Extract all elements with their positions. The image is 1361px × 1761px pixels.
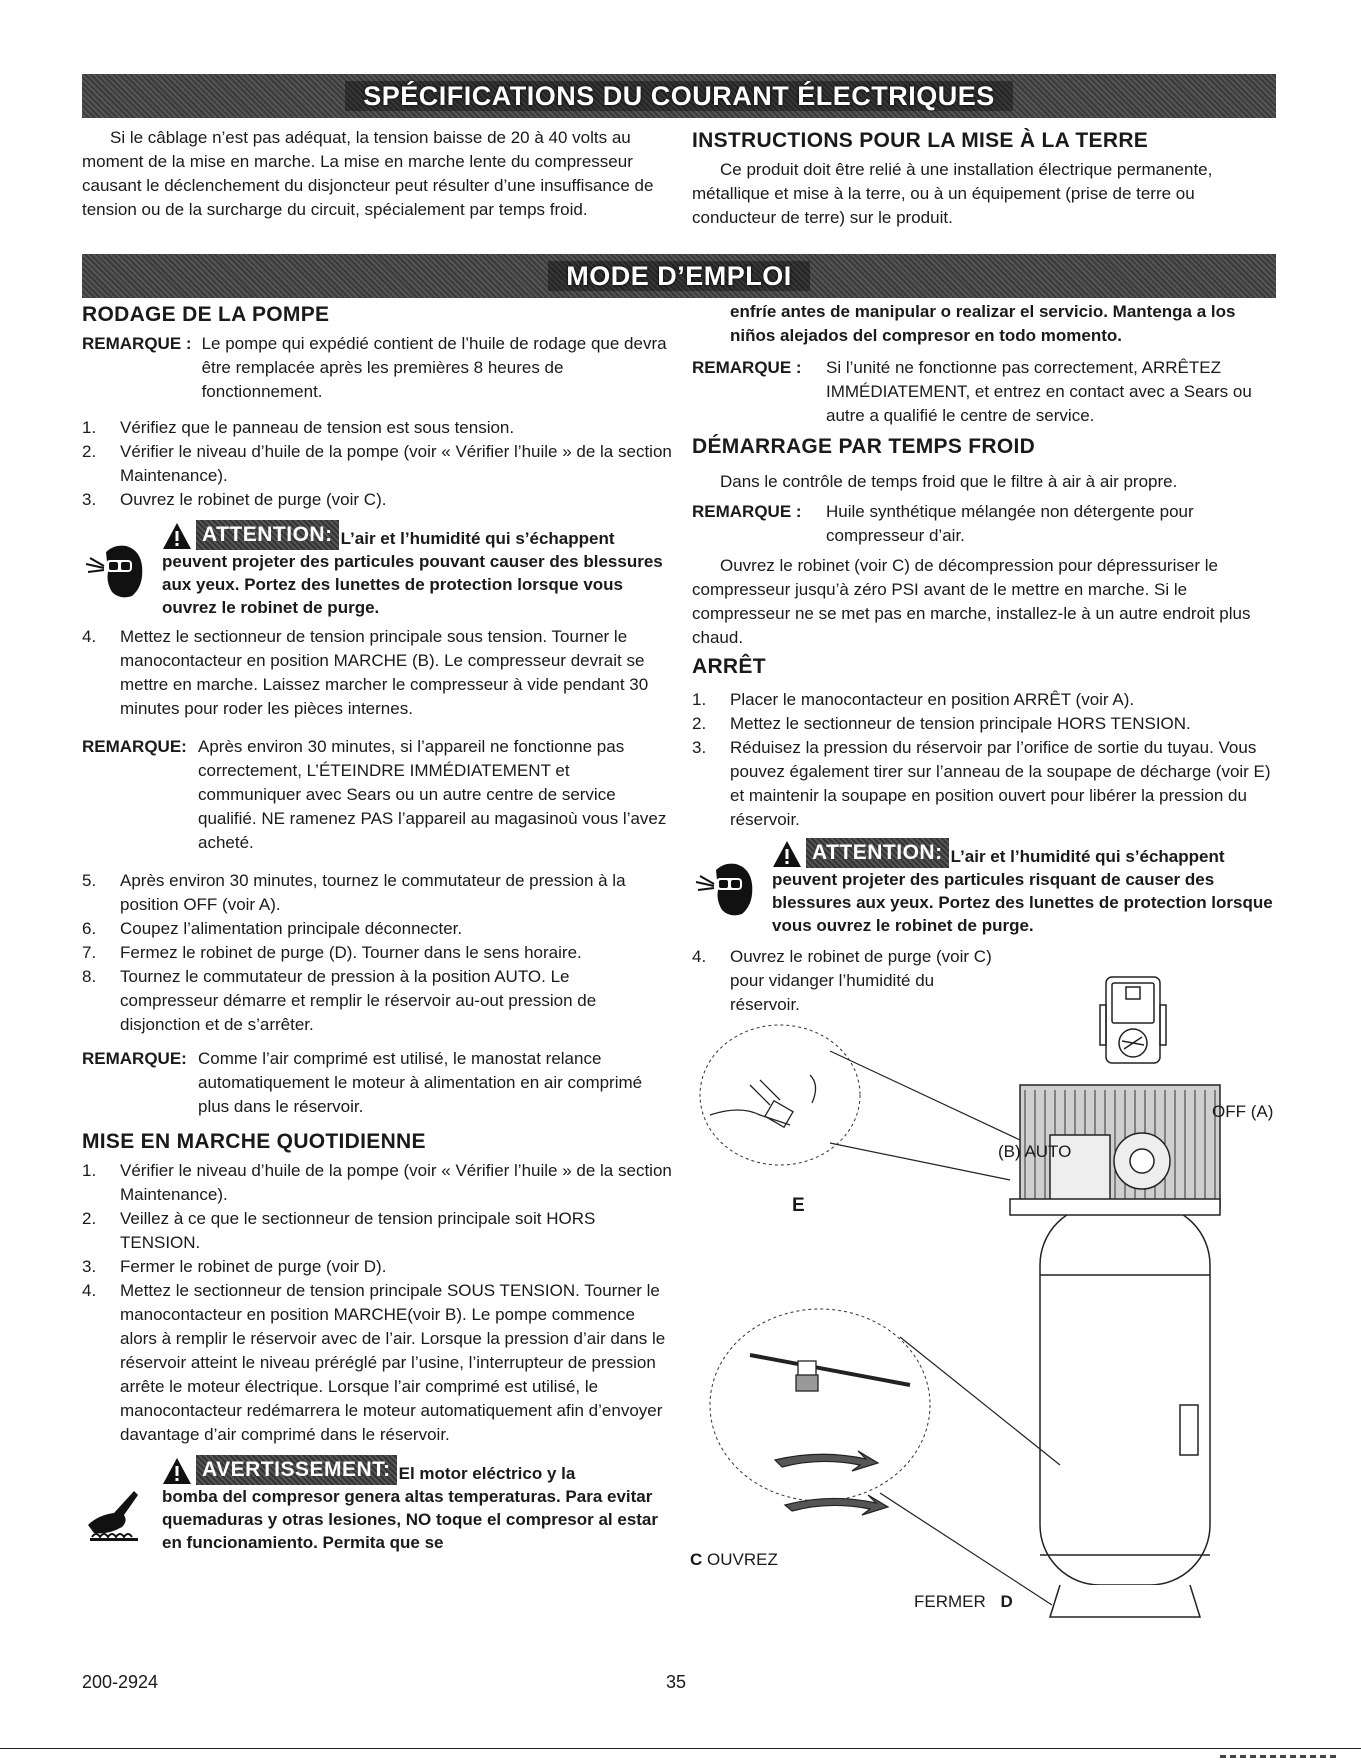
stop-title: ARRÊT (692, 655, 766, 678)
warning-text: peuvent projeter des particules pouvant causer des blessures aux yeux. Portez des lunettes de protection lorsque vous ouvrez le robinet de purge. (162, 552, 663, 617)
step-number: 4. (692, 947, 707, 966)
banner-title: SPÉCIFICATIONS DU COURANT ÉLECTRIQUES (345, 81, 1013, 111)
avertissement-badge: AVERTISSEMENT: (196, 1455, 397, 1485)
note-text: Après environ 30 minutes, si l’appareil ne fonctionne pas correctement, L’ÉTEINDRE IMMÉDIATEMENT et communiquer avec Sears ou un autre centre de service qualifié. NE ramenez PAS l’appareil au magasinoù vous l’avez acheté. (198, 737, 667, 852)
break-in-steps-b (82, 869, 672, 1037)
release-valve-drawing (710, 1075, 816, 1127)
list-item: 7. Fermez le robinet de purge (D). Tourner dans le sens horaire. (82, 943, 582, 962)
grounding-block (692, 128, 1276, 230)
list-item: 2. Veillez à ce que le sectionneur de tension principale soit HORS TENSION. (82, 1209, 596, 1252)
warning-text: bomba del compresor genera altas temperaturas. Para evitar quemaduras y otras lesiones, NO toque el compresor al estar en funcionamiento. Permita que se (162, 1487, 659, 1552)
label-open: OUVREZ (707, 1550, 778, 1569)
tank-drawing (1040, 1205, 1210, 1617)
list-item: 3. Réduisez la pression du réservoir par l’orifice de sortie du tuyau. Vous pouvez également tirer sur l’anneau de la soupape de décharge (voir E) et maintenir la soupape en position ouvert pour libérer la pression du réservoir. (692, 738, 1271, 829)
note-label: REMARQUE : (692, 358, 802, 377)
warning-header (162, 520, 672, 550)
cold-start-title: DÉMARRAGE PAR TEMPS FROID (692, 435, 1036, 458)
list-item: 4. Mettez le sectionneur de tension principale SOUS TENSION. Tourner le manocontacteur en position MARCHE(voir B). Le pompe commence alors à remplir le réservoir avec de l’air. Lorsque la pression d’air dans le réservoir atteint le niveau préréglé par l’usine, l’interrupteur de pression arrête le moteur électrique. Lorsque l’air comprimé est utilisé, le manocontacteur redémarrera le moteur automatiquement afin d’envoyer davantage d’air comprimé dans le réservoir. (82, 1281, 666, 1444)
drain-valve-drawing (750, 1355, 910, 1391)
detail-circle-cd (710, 1309, 930, 1501)
right-column (692, 300, 1276, 1017)
break-in-step-4 (82, 625, 672, 721)
step-text: Ouvrez le robinet de purge (voir C) pour vidanger l’humidité du réservoir. (730, 947, 992, 1014)
list-item: 2. Mettez le sectionneur de tension principale HORS TENSION. (692, 714, 1191, 733)
document-number: 200-2924 (82, 1672, 159, 1692)
note-label: REMARQUE: (82, 1049, 187, 1068)
left-column (82, 302, 672, 1560)
page-number: 35 (666, 1672, 687, 1692)
warning-lead: El motor eléctrico y la (398, 1464, 576, 1483)
break-in-note-2 (82, 735, 672, 855)
electrical-spec-text-block (82, 126, 672, 222)
grounding-title: INSTRUCTIONS POUR LA MISE À LA TERRE (692, 129, 1149, 152)
warning-lead: L’air et l’humidité qui s’échappent (340, 529, 615, 548)
list-item: 1. Vérifiez que le panneau de tension est sous tension. (82, 418, 515, 437)
attention-warning-eye (82, 520, 672, 619)
scan-mark (1220, 1755, 1340, 1758)
avertissement-warning-hot (82, 1455, 672, 1554)
open-arrow-icon (775, 1451, 878, 1471)
label-close-d (914, 1590, 1013, 1614)
stop-steps (692, 688, 1276, 832)
hot-surface-hand-icon (84, 1485, 148, 1543)
label-d: D (1000, 1592, 1013, 1611)
daily-start-title: MISE EN MARCHE QUOTIDIENNE (82, 1130, 426, 1153)
note-text: Le pompe qui expédié contient de l’huile de rodage que devra être remplacée après les premières 8 heures de fonctionnement. (201, 334, 667, 401)
right-note-service (692, 356, 1276, 428)
leader-line-cd (880, 1337, 1060, 1605)
pressure-switch-drawing (1100, 977, 1166, 1063)
break-in-steps (82, 416, 672, 512)
section-banner-electrical (82, 74, 1276, 118)
attention-badge: ATTENTION: (806, 838, 949, 868)
label-auto-b: (B) AUTO (998, 1142, 1072, 1161)
list-item: 3. Fermer le robinet de purge (voir D). (82, 1257, 387, 1276)
leader-line-e (830, 1051, 1020, 1180)
warning-triangle-icon (772, 840, 802, 868)
break-in-note-3 (82, 1047, 672, 1119)
warning-text: peuvent projeter des particules risquant de causer des blessures aux yeux. Portez des lunettes de protection lorsque vous ouvrez le robinet de purge. (772, 870, 1273, 935)
list-item: 8. Tournez le commutateur de pression à la position AUTO. Le compresseur démarre et remplir le réservoir au-out pression de disjonction et de s’arrêter. (82, 967, 597, 1034)
label-c: C (690, 1550, 703, 1569)
grounding-paragraph: Ce produit doit être relié à une installation électrique permanente, métallique et mise à la terre, ou à un équipement (prise de terre ou conducteur de terre) sur le produit. (692, 160, 1213, 227)
note-label: REMARQUE : (692, 502, 802, 521)
page-bottom-rule (0, 1748, 1361, 1749)
banner-title: MODE D’EMPLOI (548, 261, 810, 291)
electrical-spec-paragraph: Si le câblage n’est pas adéquat, la tension baisse de 20 à 40 volts au moment de la mise en marche. La mise en marche lente du compresseur causant le déclenchement du disjoncteur peut résulter d’une insuffisance de tension ou de la surcharge du circuit, spécialement par temps froid. (82, 128, 654, 219)
section-banner-operation (82, 254, 1276, 298)
warning-continuation: enfríe antes de manipular o realizar el servicio. Mantenga a los niños alejados del compresor en todo momento. (730, 302, 1236, 345)
label-off-a: OFF (A) (1212, 1102, 1274, 1121)
safety-goggles-icon (84, 542, 148, 600)
list-item: 5. Après environ 30 minutes, tournez le commutateur de pression à la position OFF (voir A). (82, 871, 626, 914)
label-e: E (792, 1195, 805, 1216)
note-text: Comme l’air comprimé est utilisé, le manostat relance automatiquement le moteur à alimentation en air comprimé plus dans le réservoir. (198, 1049, 643, 1116)
attention-warning-eye-2 (692, 838, 1276, 937)
label-c-open (690, 1548, 778, 1572)
safety-goggles-icon (694, 860, 758, 918)
break-in-title: RODAGE DE LA POMPE (82, 303, 330, 326)
cold-start-note (692, 500, 1276, 548)
note-label: REMARQUE : (82, 334, 192, 353)
close-arrow-icon (785, 1495, 888, 1515)
note-text: Huile synthétique mélangée non détergente pour compresseur d’air. (826, 502, 1194, 545)
list-item: 3. Ouvrez le robinet de purge (voir C). (82, 490, 387, 509)
cold-start-paragraph-2: Ouvrez le robinet (voir C) de décompression pour dépressuriser le compresseur jusqu’à zéro PSI avant de le mettre en marche. Si le compresseur ne se met pas en marche, installez-le à un autre endroit plus chaud. (692, 556, 1251, 647)
list-item: 1. Vérifier le niveau d’huile de la pompe (voir « Vérifier l’huile » de la section Maintenance). (82, 1161, 672, 1204)
break-in-note (82, 332, 672, 404)
note-label: REMARQUE: (82, 737, 187, 756)
attention-badge: ATTENTION: (196, 520, 339, 550)
note-text: Si l’unité ne fonctionne pas correctement, ARRÊTEZ IMMÉDIATEMENT, et entrez en contact avec a Sears ou autre a qualifié le centre de service. (826, 358, 1252, 425)
label-close: FERMER (914, 1592, 986, 1611)
daily-steps (82, 1159, 672, 1447)
warning-lead: L’air et l’humidité qui s’échappent (950, 847, 1225, 866)
list-item: 6. Coupez l’alimentation principale déconnecter. (82, 919, 463, 938)
warning-header (162, 1455, 672, 1485)
list-item: 2. Vérifier le niveau d’huile de la pompe (voir « Vérifier l’huile » de la section Maintenance). (82, 442, 672, 485)
warning-header (772, 838, 1276, 868)
cold-start-paragraph: Dans le contrôle de temps froid que le filtre à air à air propre. (720, 472, 1178, 491)
list-item: 4. Mettez le sectionneur de tension principale sous tension. Tourner le manocontacteur en position MARCHE (B). Le compresseur devrait se mettre en marche. Laissez marcher le compresseur à vide pendant 30 minutes pour roder les pièces internes. (82, 627, 649, 718)
list-item: 1. Placer le manocontacteur en position ARRÊT (voir A). (692, 690, 1135, 709)
warning-triangle-icon (162, 522, 192, 550)
warning-triangle-icon (162, 1457, 192, 1485)
